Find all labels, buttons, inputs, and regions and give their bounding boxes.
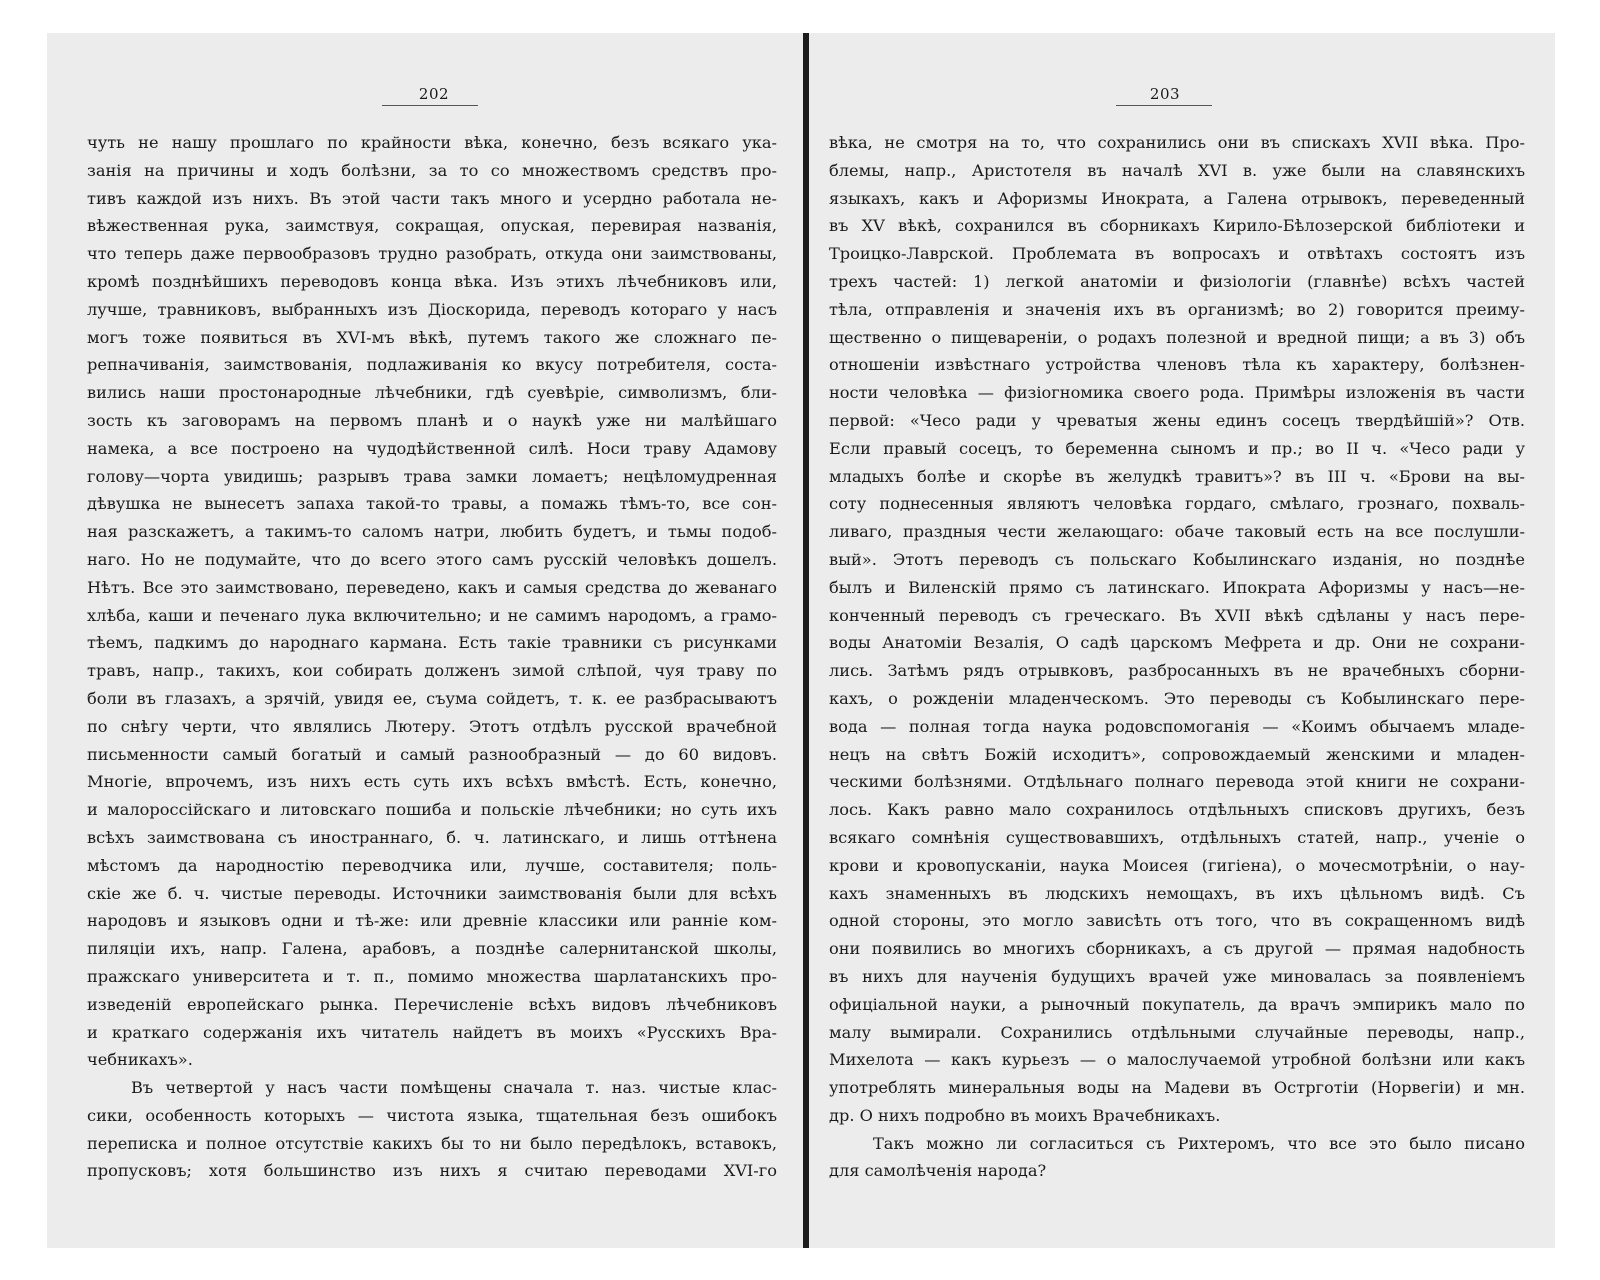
text-line: отношеніи извѣстнаго устройства членовъ тѣла къ характеру, болѣзнен-	[829, 355, 1525, 375]
text-line: лись. Затѣмъ рядъ отрывковъ, разбросанныхъ въ не врачебныхъ сборни-	[829, 661, 1525, 681]
text-line: соту поднесенныя являютъ человѣка гордаго, смѣлаго, грознаго, похваль-	[829, 494, 1525, 514]
text-line: Такъ можно ли согласиться съ Рихтеромъ, что все это было писано	[873, 1133, 1525, 1153]
text-line: изведеній европейскаго рынка. Перечисленіе всѣхъ видовъ лѣчебниковъ	[87, 994, 777, 1014]
text-line: тѣемъ, падкимъ до народнаго кармана. Есть такіе травники съ рисунками	[87, 633, 777, 653]
text-line: и малороссійскаго и литовскаго пошиба и польскіе лѣчебники; но суть ихъ	[87, 800, 777, 820]
text-line: въ нихъ для наученія будущихъ врачей уже миновалась за появленіемъ	[829, 966, 1525, 986]
text-line: голову—чорта увидишь; разрывъ трава замки ломаетъ; нецѣломудренная	[87, 466, 777, 486]
text-line: Троицко-Лаврской. Проблемата въ вопросахъ и отвѣтахъ состоятъ изъ	[829, 244, 1525, 264]
text-line: Многіе, впрочемъ, изъ нихъ есть суть ихъ всѣхъ вмѣстѣ. Есть, конечно,	[87, 772, 777, 792]
text-line: лось. Какъ равно мало сохранилось отдѣльныхъ списковъ другихъ, безъ	[829, 800, 1525, 820]
text-line: репначиванія, заимствованія, подлаживанія ко вкусу потребителя, соста-	[87, 355, 777, 375]
text-line: травъ, напр., такихъ, кои собирать долженъ зимой слѣпой, чуя траву по	[87, 661, 777, 681]
text-line: одной стороны, это могло зависѣть отъ того, что въ сокращенномъ видѣ	[829, 911, 1525, 931]
text-line: вѣжественная рука, заимствуя, сокращая, опуская, перевирая названія,	[87, 216, 777, 236]
text-line: Михелота — какъ курьезъ — о малослучаемой утробной болѣзни или какъ	[829, 1050, 1525, 1070]
text-line: нецъ на свѣтъ Божій исходитъ», сопровождаемый женскими и младен-	[829, 744, 1525, 764]
text-line: кахъ, о рожденіи младенческомъ. Это переводы съ Кобылинскаго пере-	[829, 688, 1525, 708]
text-line: пиляціи ихъ, напр. Галена, арабовъ, а позднѣе салернитанской школы,	[87, 939, 777, 959]
text-line: пропусковъ; хотя большинство изъ нихъ я считаю переводами XVI-го	[87, 1161, 777, 1181]
text-line: сики, особенность которыхъ — чистота языка, тщательная безъ ошибокъ	[87, 1105, 777, 1125]
text-line: Въ четвертой у насъ части помѣщены сначала т. наз. чистые клас-	[131, 1078, 777, 1098]
text-line: они появились во многихъ сборникахъ, а съ другой — прямая надобность	[829, 939, 1525, 959]
page-number: 203	[1149, 85, 1181, 103]
text-line: вѣка, не смотря на то, что сохранились они въ спискахъ XVII вѣка. Про-	[829, 133, 1525, 152]
text-line: языкахъ, какъ и Афоризмы Инократа, а Галена отрывокъ, переведенный	[829, 188, 1525, 208]
text-line: ческими болѣзнями. Отдѣльнаго полнаго перевода этой книги не сохрани-	[829, 772, 1525, 792]
text-line: наго. Но не подумайте, что до всего этого самъ русскій человѣкъ дошелъ.	[87, 549, 777, 569]
text-line: младыхъ болѣе и скорѣе въ желудкѣ травитъ»? въ III ч. «Брови на вы-	[829, 466, 1525, 486]
text-line: др. О нихъ подробно въ моихъ Врачебникахъ.	[829, 1105, 1221, 1125]
text-line: блемы, напр., Аристотеля въ началѣ XVI в. уже были на славянскихъ	[829, 160, 1525, 180]
text-line: занія на причины и ходъ болѣзни, за то со множествомъ средствъ про-	[87, 160, 777, 180]
text-line: конченный переводъ съ греческаго. Въ XVII вѣкѣ сдѣланы у насъ пере-	[829, 605, 1525, 625]
page-number: 202	[418, 85, 450, 103]
text-line: вились наши простонародные лѣчебники, гдѣ суевѣріе, символизмъ, бли-	[87, 383, 777, 403]
text-line: кахъ знаменныхъ въ людскихъ немощахъ, въ ихъ цѣльномъ видѣ. Съ	[829, 883, 1525, 903]
text-line: могъ тоже появиться въ XVI-мъ вѣкѣ, путемъ такого же сложнаго пе-	[87, 327, 777, 347]
text-line: ности человѣка — физіогномика своего рода. Примѣры изложенія въ части	[829, 383, 1525, 403]
header-rule	[382, 105, 478, 106]
text-line: что теперь даже первообразовъ трудно разобрать, откуда они заимствованы,	[87, 244, 777, 264]
text-line: Нѣтъ. Все это заимствовано, переведено, какъ и самыя средства до жеванаго	[87, 577, 777, 597]
text-line: по снѣгу черти, что являлись Лютеру. Этотъ отдѣлъ русской врачебной	[87, 716, 777, 736]
right-page	[809, 33, 1555, 1248]
text-line: чебникахъ».	[87, 1050, 193, 1070]
text-line: ливаго, праздныя чести желающаго: обаче таковый есть на все послушли-	[829, 522, 1525, 542]
text-line: крови и кровопусканіи, наука Моисея (гигіена), о мочесмотрѣніи, о нау-	[829, 855, 1525, 875]
text-line: первой: «Чесо ради у чреватыя жены единъ сосецъ твердѣйшій»? Отв.	[829, 410, 1525, 430]
text-line: Если правый сосецъ, то беременна сыномъ и пр.; во II ч. «Чесо ради у	[829, 438, 1525, 458]
text-line: боли въ глазахъ, а зрячій, увидя ее, съума сойдетъ, т. к. ее разбрасываютъ	[87, 688, 777, 708]
text-line: хлѣба, каши и печенаго лука включительно; и не самимъ народомъ, а грамо-	[87, 605, 777, 625]
text-line: намека, а все построено на чудодѣйственной силѣ. Носи траву Адамову	[87, 438, 777, 458]
text-line: дѣвушка не вынесетъ запаха такой-то травы, а помажь тѣмъ-то, все сон-	[87, 494, 777, 514]
text-line: вый». Этотъ переводъ съ польскаго Кобылинскаго изданія, но позднѣе	[829, 549, 1525, 569]
text-line: мѣстомъ да народностію переводчика или, лучше, составителя; поль-	[87, 855, 777, 875]
text-line: пражскаго университета и т. п., помимо множества шарлатанскихъ про-	[87, 966, 777, 986]
page-body-text	[87, 129, 777, 1185]
text-line: трехъ частей: 1) легкой анатоміи и физіологіи (главнѣе) всѣхъ частей	[829, 271, 1525, 291]
text-line: письменности самый богатый и самый разнообразный — до 60 видовъ.	[87, 744, 777, 764]
text-line: скіе же б. ч. чистые переводы. Источники заимствованія были для всѣхъ	[87, 883, 777, 903]
text-line: всѣхъ заимствована съ иностраннаго, б. ч. латинскаго, и лишь оттѣнена	[87, 827, 777, 847]
text-line: воды Анатоміи Везалія, О садѣ царскомъ Мефрета и др. Они не сохрани-	[829, 633, 1525, 653]
left-page	[47, 33, 803, 1248]
header-rule	[1116, 105, 1212, 106]
text-line: чуть не нашу прошлаго по крайности вѣка, конечно, безъ всякаго ука-	[87, 133, 777, 152]
text-line: малу вымирали. Сохранились отдѣльными случайные переводы, напр.,	[829, 1022, 1525, 1042]
page-body-text	[829, 129, 1525, 1185]
text-line: щественно о пищевареніи, о родахъ полезной и вредной пищи; а въ 3) объ	[829, 327, 1525, 347]
text-line: въ XV вѣкѣ, сохранился въ сборникахъ Кирило-Бѣлозерской библіотеки и	[829, 216, 1525, 236]
text-line: ная разскажетъ, а такимъ-то саломъ натри, любить будетъ, и тьмы подоб-	[87, 522, 777, 542]
text-line: кромѣ позднѣйшихъ переводовъ конца вѣка. Изъ этихъ лѣчебниковъ или,	[87, 271, 777, 291]
text-line: лучше, травниковъ, выбранныхъ изъ Діоскорида, переводъ котораго у насъ	[87, 299, 777, 319]
text-line: офиціальной науки, а рыночный покупатель, да врачъ эмпирикъ мало по	[829, 994, 1525, 1014]
text-line: тивъ каждой изъ нихъ. Въ этой части такъ много и усердно работала не-	[87, 188, 777, 208]
text-line: зость къ заговорамъ на первомъ планѣ и о наукѣ уже ни малѣйшаго	[87, 410, 777, 430]
text-line: для самолѣченія народа?	[829, 1161, 1047, 1181]
text-line: употреблять минеральныя воды на Мадеви въ Острготіи (Норвегіи) и мн.	[829, 1078, 1525, 1098]
text-line: переписка и полное отсутствіе какихъ бы то ни было передѣлокъ, вставокъ,	[87, 1133, 777, 1153]
text-line: вода — полная тогда наука родовспомоганія — «Коимъ обычаемъ младе-	[829, 716, 1525, 736]
text-line: тѣла, отправленія и значенія ихъ въ организмѣ; во 2) говорится преиму-	[829, 299, 1525, 319]
text-line: былъ и Виленскій прямо съ латинскаго. Ипократа Афоризмы у насъ—не-	[829, 577, 1525, 597]
text-line: всякаго сомнѣнія существовавшихъ, отдѣльныхъ статей, напр., ученіе о	[829, 827, 1525, 847]
text-line: народовъ и языковъ одни и тѣ-же: или древніе классики или ранніе ком-	[87, 911, 777, 931]
text-line: и краткаго содержанія ихъ читатель найдетъ въ моихъ «Русскихъ Вра-	[87, 1022, 777, 1042]
